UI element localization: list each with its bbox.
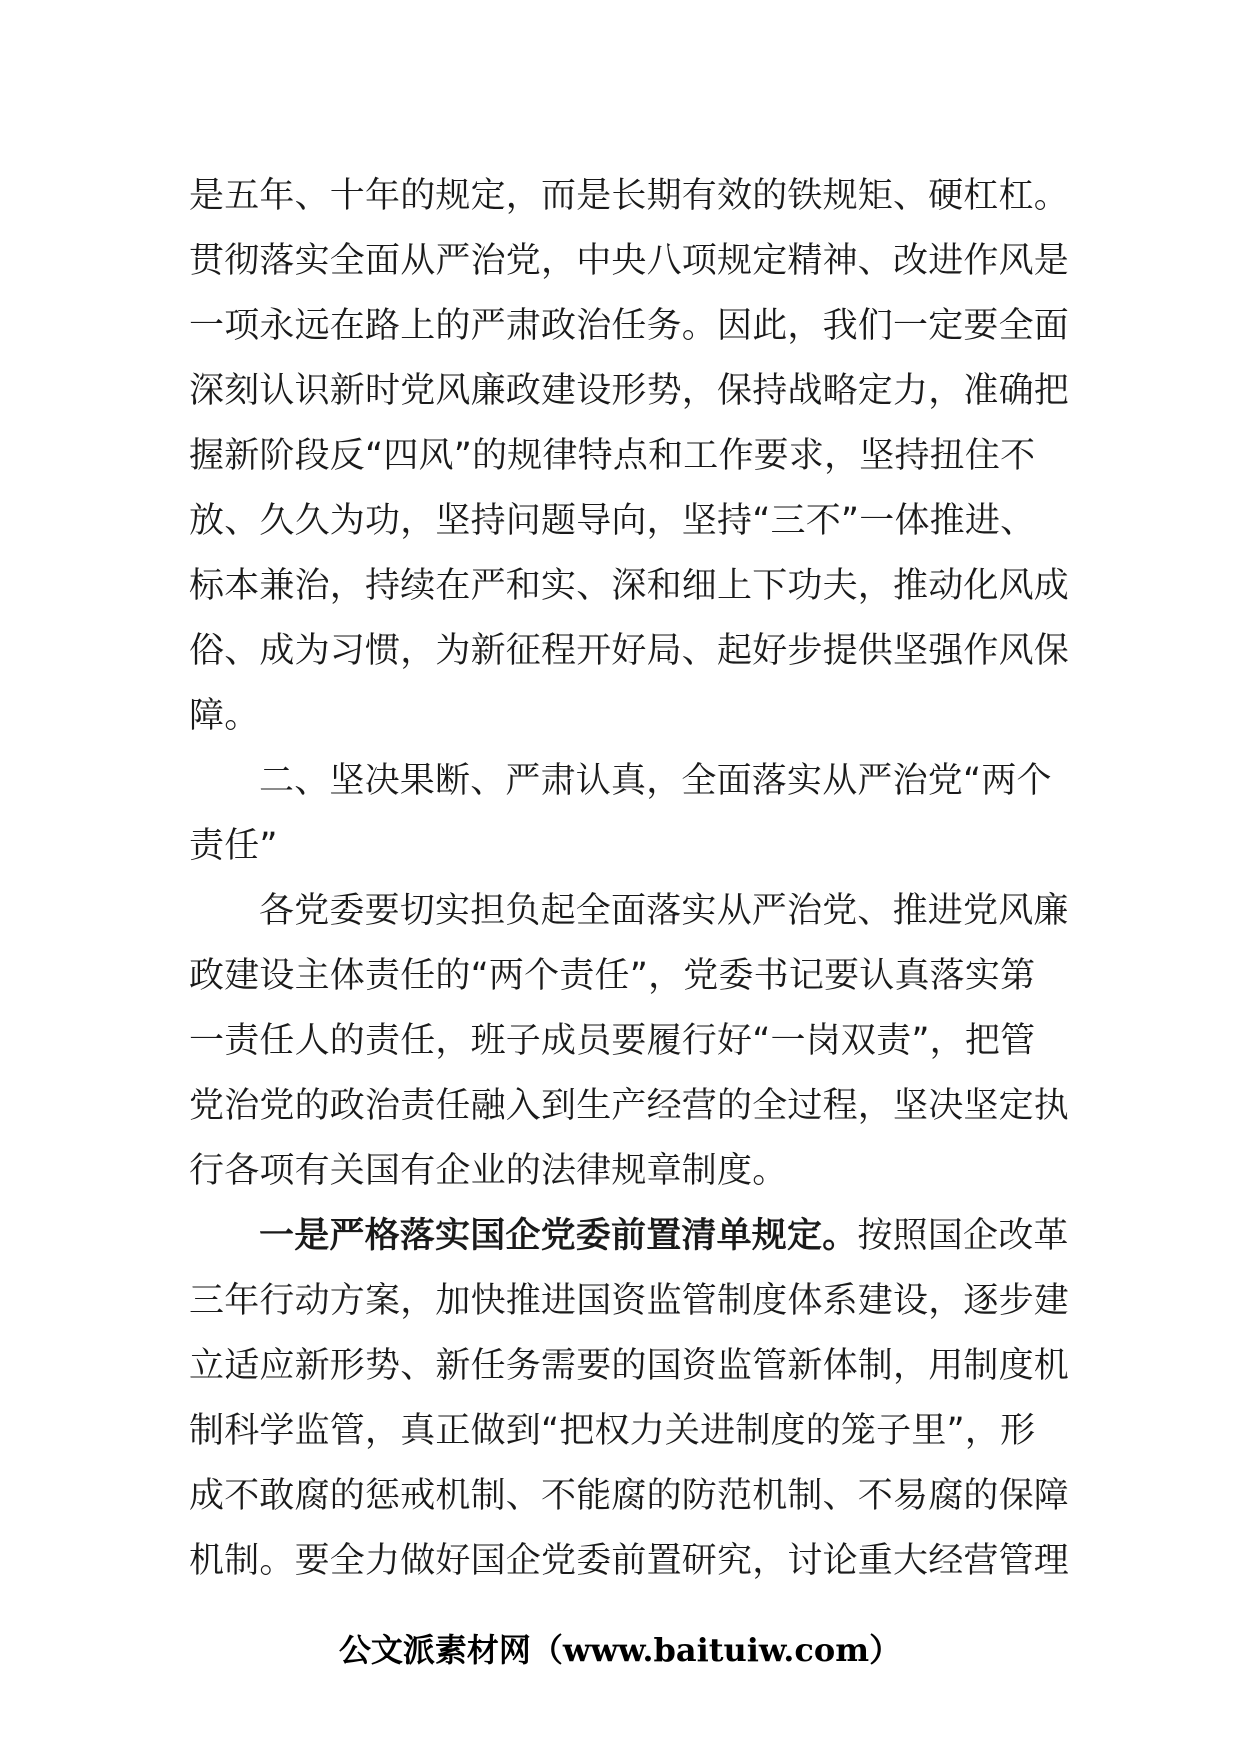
section-heading-line: 责任” xyxy=(189,826,278,866)
text-line: 各党委要切实担负起全面落实从严治党、推进党风廉 xyxy=(259,891,1069,931)
text-line: 深刻认识新时党风廉政建设形势，保持战略定力，准确把 xyxy=(189,371,1070,411)
text-line: 握新阶段反“四风”的规律特点和工作要求，坚持扭住不 xyxy=(189,436,1036,476)
text-line: 障。 xyxy=(189,696,260,736)
text-line: 是五年、十年的规定，而是长期有效的铁规矩、硬杠杠。 xyxy=(189,176,1070,216)
text-line: 机制。要全力做好国企党委前置研究，讨论重大经营管理 xyxy=(189,1541,1070,1581)
text-line: 俗、成为习惯，为新征程开好局、起好步提供坚强作风保 xyxy=(189,631,1070,671)
text-line: 贯彻落实全面从严治党，中央八项规定精神、改进作风是 xyxy=(189,241,1070,281)
document-body xyxy=(189,164,1070,1594)
text-line: 立适应新形势、新任务需要的国资监管新体制，用制度机 xyxy=(189,1346,1070,1386)
text-line: 行各项有关国有企业的法律规章制度。 xyxy=(189,1151,788,1191)
text-line: 制科学监管，真正做到“把权力关进制度的笼子里”，形 xyxy=(189,1411,1036,1451)
text-line: 标本兼治，持续在严和实、深和细上下功夫，推动化风成 xyxy=(189,566,1070,606)
text-line: 党治党的政治责任融入到生产经营的全过程，坚决坚定执 xyxy=(189,1086,1070,1126)
text-line: 成不敢腐的惩戒机制、不能腐的防范机制、不易腐的保障 xyxy=(189,1476,1070,1516)
section-heading-line: 二、坚决果断、严肃认真，全面落实从严治党“两个 xyxy=(259,761,1052,801)
text-line xyxy=(189,1204,1069,1269)
text-line: 三年行动方案，加快推进国资监管制度体系建设，逐步建 xyxy=(189,1281,1070,1321)
text-line: 一项永远在路上的严肃政治任务。因此，我们一定要全面 xyxy=(189,306,1070,346)
bold-lead-in: 一是严格落实国企党委前置清单规定。 xyxy=(259,1216,858,1256)
footer-watermark: 公文派素材网（www.baituiw.com） xyxy=(338,1631,902,1669)
text-line-rest: 按照国企改革 xyxy=(857,1216,1069,1256)
text-line: 政建设主体责任的“两个责任”，党委书记要认真落实第 xyxy=(189,956,1036,996)
text-line: 一责任人的责任，班子成员要履行好“一岗双责”，把管 xyxy=(189,1021,1036,1061)
text-line: 放、久久为功，坚持问题导向，坚持“三不”一体推进、 xyxy=(189,501,1036,541)
